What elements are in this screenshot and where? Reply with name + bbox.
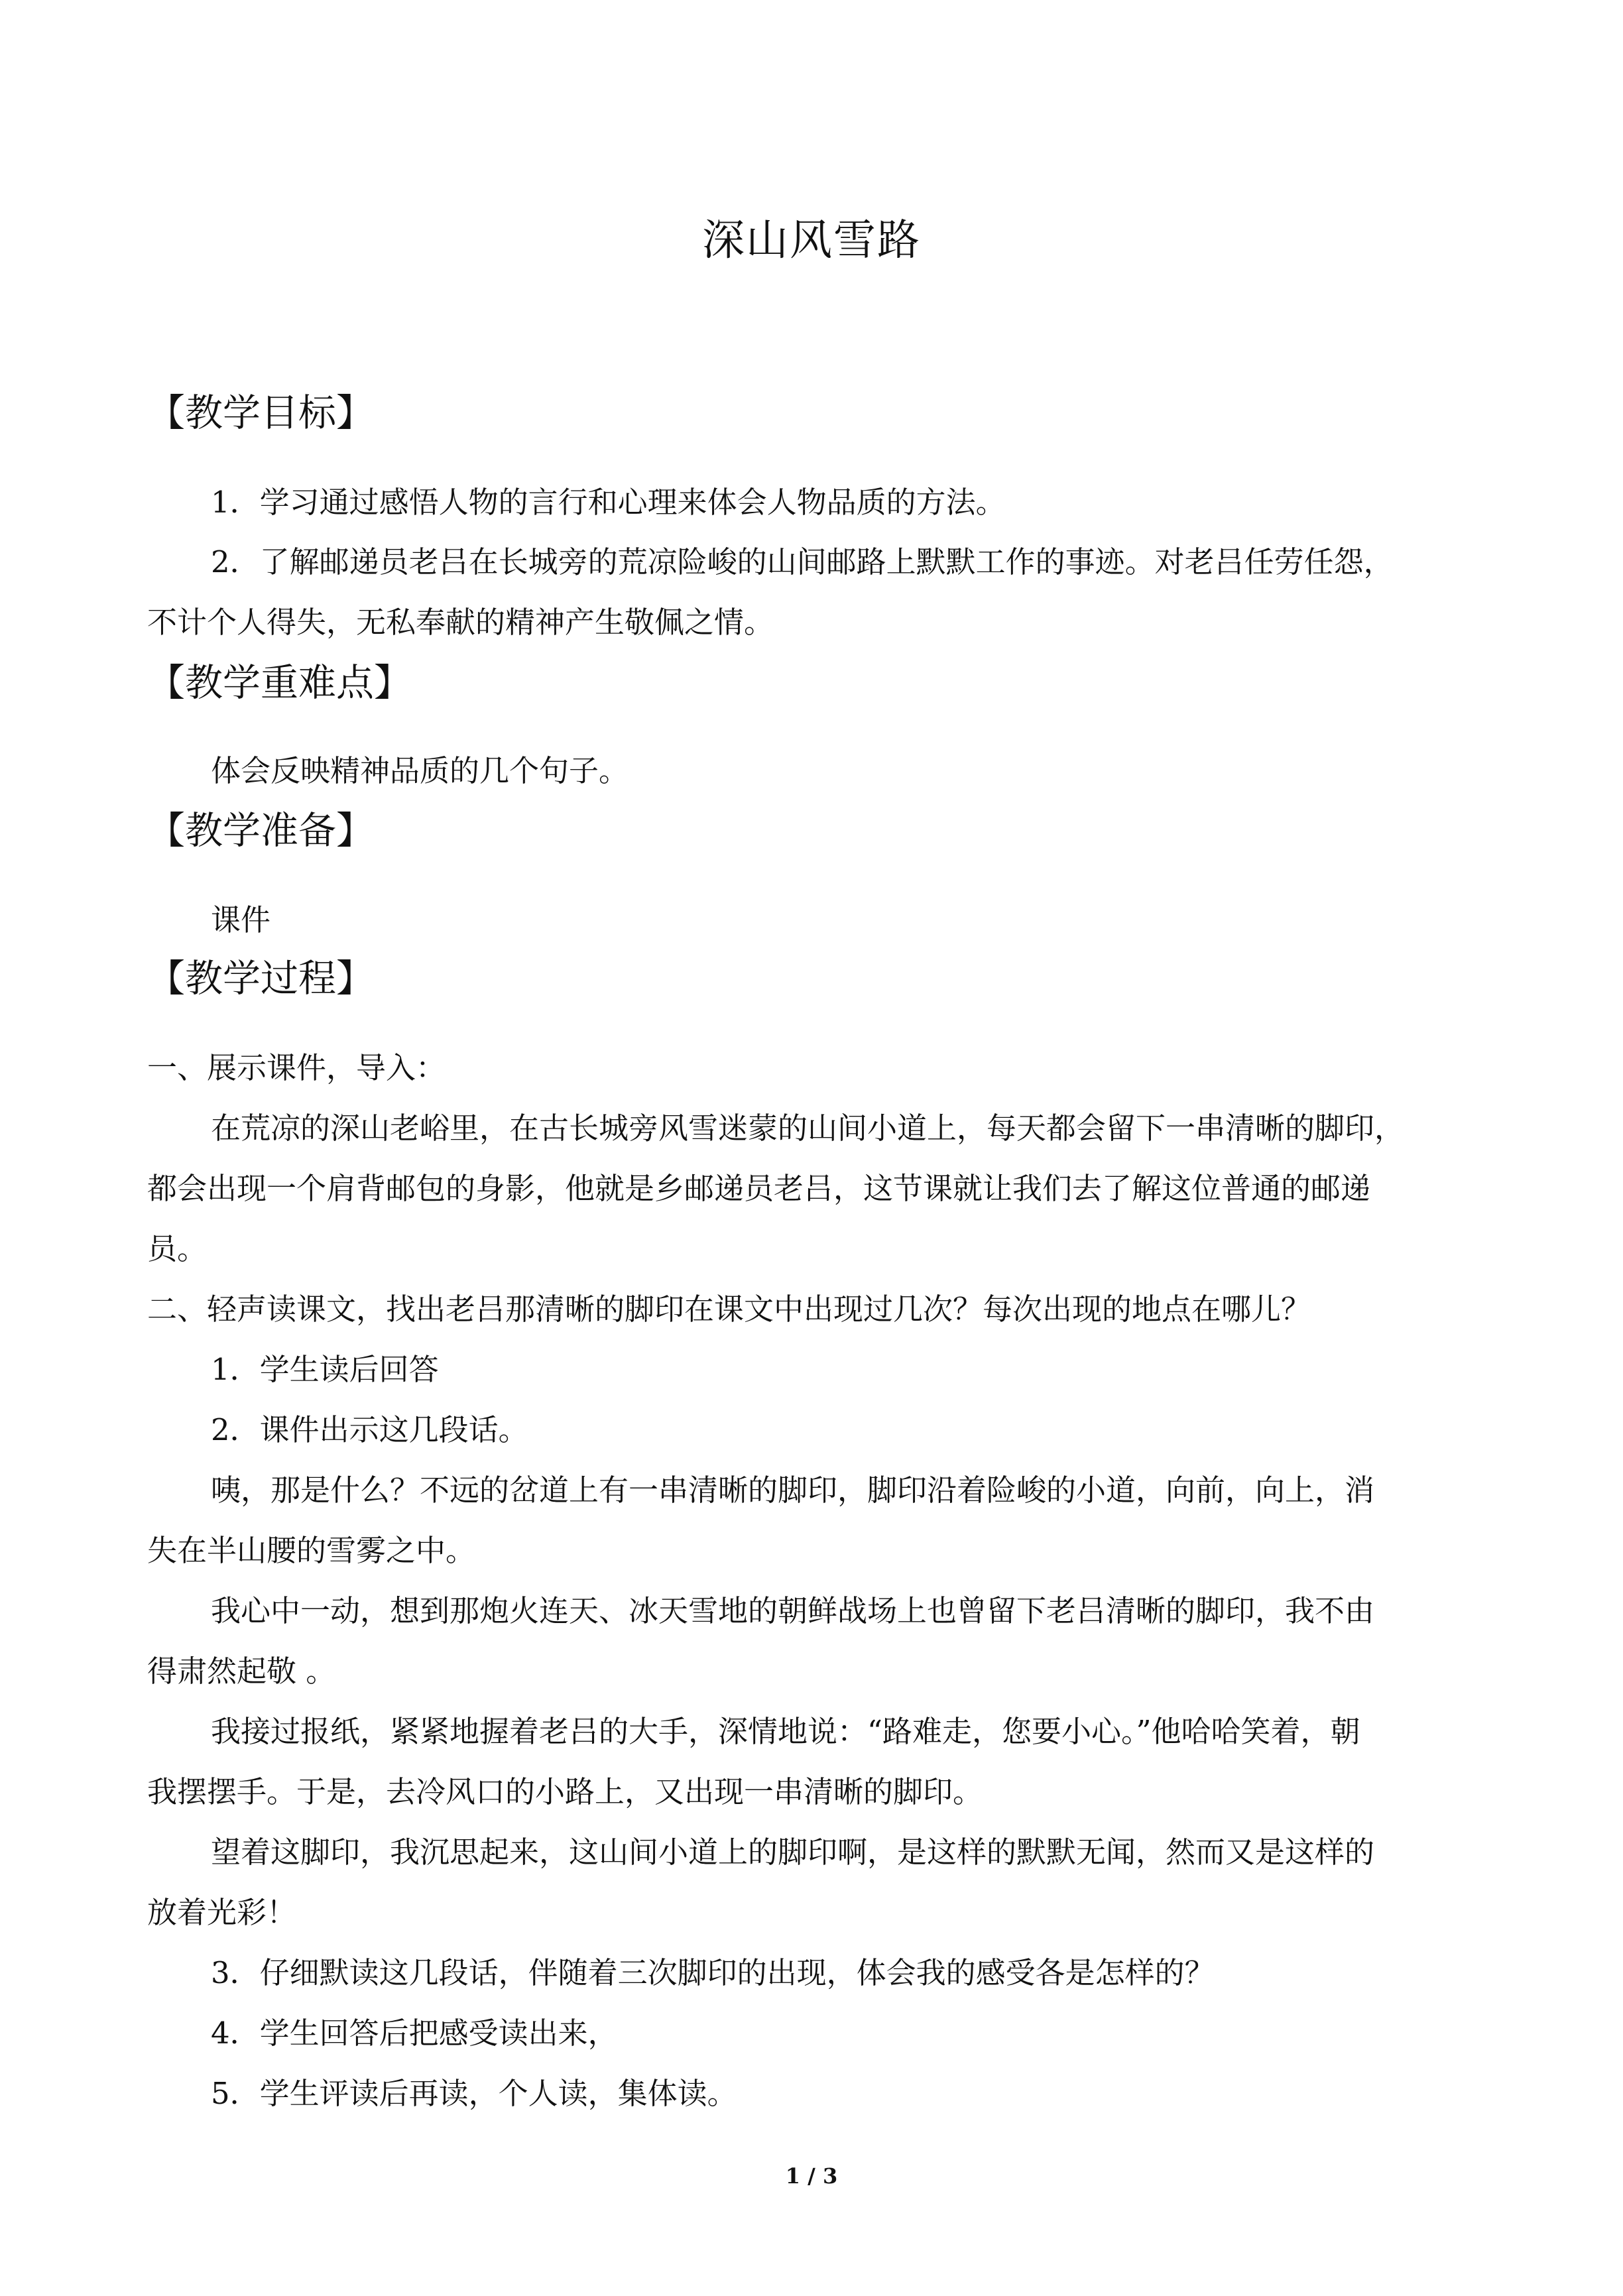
process-item-5: 5．学生评读后再读，个人读，集体读。 <box>211 2076 737 2111</box>
quote-paragraph-1: 咦，那是什么？不远的岔道上有一串清晰的脚印，脚印沿着险峻的小道，向前，向上，消 失在半山腰的雪雾之中。 <box>147 1473 1375 1568</box>
process-item-3: 3．仔细默读这几段话，伴随着三次脚印的出现，体会我的感受各是怎样的？ <box>211 1955 1215 1990</box>
section-heading-objectives: 【教学目标】 <box>147 391 374 435</box>
quote-paragraph-3: 我接过报纸，紧紧地握着老吕的大手，深情地说：“路难走，您要小心。”他哈哈笑着，朝 我摆摆手。于是，去冷风口的小路上，又出现一串清晰的脚印。 <box>147 1714 1360 1809</box>
process-item-4: 4．学生回答后把感受读出来， <box>211 2016 618 2051</box>
objective-item-1: 1．学习通过感悟人物的言行和心理来体会人物品质的方法。 <box>211 485 1006 520</box>
preparation-text: 课件 <box>211 902 271 937</box>
section-heading-process: 【教学过程】 <box>147 957 374 1000</box>
process-item-2: 2．课件出示这几段话。 <box>211 1412 528 1447</box>
page-title: 深山风雪路 <box>702 216 921 265</box>
quote-paragraph-2: 我心中一动，想到那炮火连天、冰天雪地的朝鲜战场上也曾留下老吕清晰的脚印，我不由 得肃然起敬 。 <box>147 1593 1375 1689</box>
section-heading-preparation: 【教学准备】 <box>147 809 374 853</box>
objective-item-2: 2．了解邮递员老吕在长城旁的荒凉险峻的山间邮路上默默工作的事迹。对老吕任劳任怨， 不计个人得失，无私奉献的精神产生敬佩之情。 <box>147 544 1394 640</box>
process-intro-paragraph: 在荒凉的深山老峪里，在古长城旁风雪迷蒙的山间小道上，每天都会留下一串清晰的脚印， 都会出现一个肩背邮包的身影，他就是乡邮递员老吕，这节课就让我们去了解这位普通的邮递 员。 <box>147 1111 1405 1266</box>
process-step-1-heading: 一、展示课件，导入： <box>147 1050 446 1085</box>
section-heading-key-points: 【教学重难点】 <box>147 661 412 705</box>
process-item-1: 1．学生读后回答 <box>211 1352 439 1387</box>
process-step-2-heading: 二、轻声读课文，找出老吕那清晰的脚印在课文中出现过几次？每次出现的地点在哪儿？ <box>147 1292 1311 1327</box>
quote-paragraph-4: 望着这脚印，我沉思起来，这山间小道上的脚印啊，是这样的默默无闻，然而又是这样的 放着光彩！ <box>147 1835 1375 1930</box>
key-points-text: 体会反映精神品质的几个句子。 <box>211 753 629 788</box>
page-number: 1 / 3 <box>785 2163 838 2189</box>
